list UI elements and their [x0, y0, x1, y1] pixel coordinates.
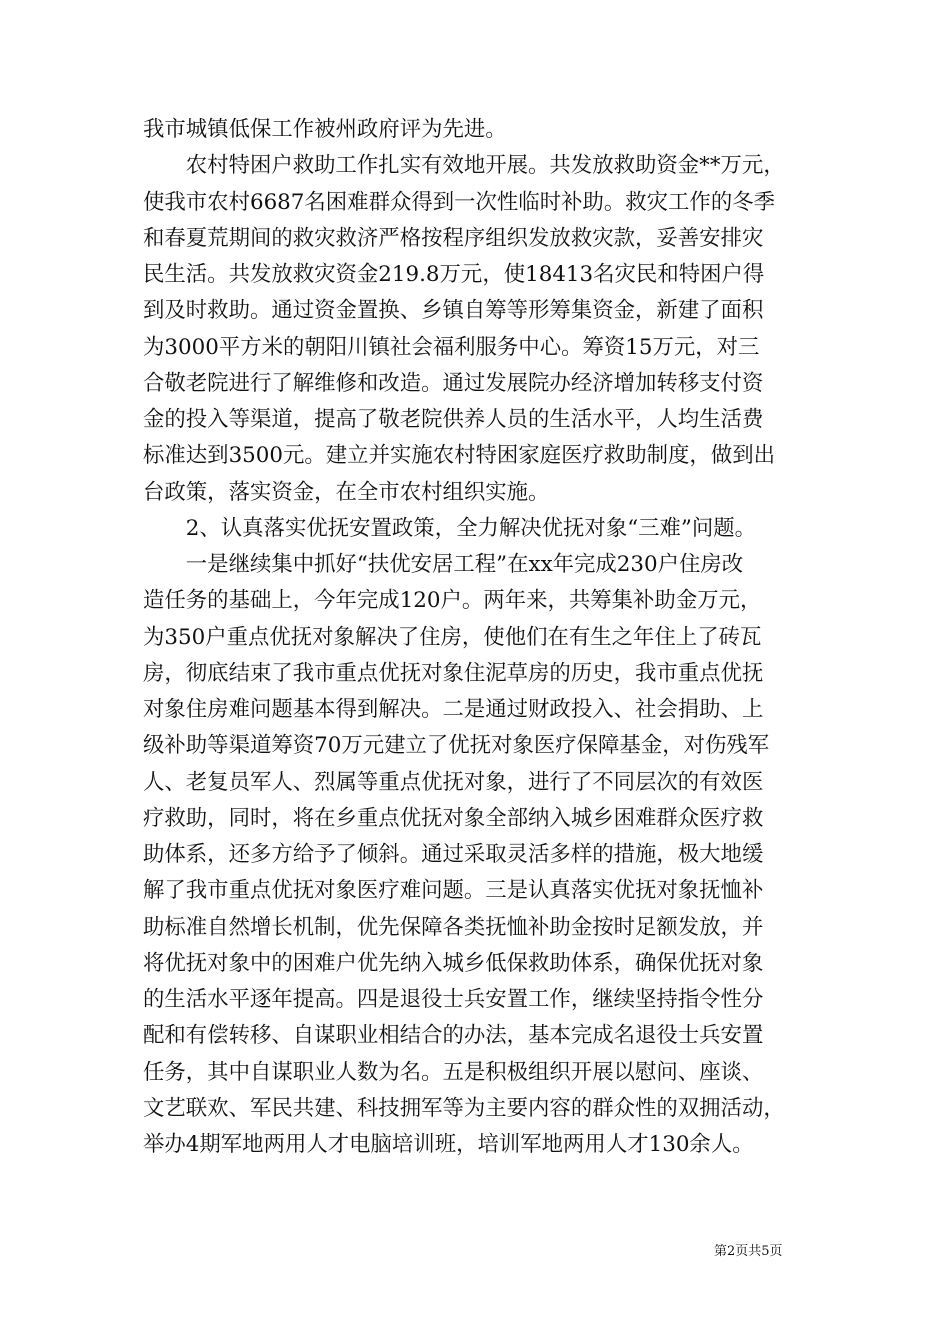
- text-line: 金的投入等渠道，提高了敬老院供养人员的生活水平，人均生活费: [143, 407, 764, 432]
- text-line: 标准达到3500元。建立并实施农村特困家庭医疗救助制度，做到出: [143, 443, 775, 469]
- text-line: 文艺联欢、军民共建、科技拥军等为主要内容的群众性的双拥活动，: [143, 1095, 785, 1121]
- text-line: 一是继续集中抓好“扶优安居工程”在xx年完成230户住房改: [143, 552, 744, 577]
- text-line: 农村特困户救助工作扎实有效地开展。共发放救助资金**万元，: [143, 153, 785, 179]
- text-line: 疗救助，同时，将在乡重点优抚对象全部纳入城乡困难群众医疗救: [143, 805, 764, 831]
- text-line: 级补助等渠道筹资70万元建立了优抚对象医疗保障基金，对伤残军: [143, 733, 770, 759]
- text-line: 人、老复员军人、烈属等重点优抚对象，进行了不同层次的有效医: [143, 769, 764, 795]
- text-line: 和春夏荒期间的救灾救济严格按程序组织发放救灾款，妥善安排灾: [143, 225, 764, 251]
- text-line: 任务，其中自谋职业人数为名。五是积极组织开展以慰问、座谈、: [143, 1059, 764, 1085]
- text-line: 我市城镇低保工作被州政府评为先进。: [143, 117, 507, 142]
- text-line: 台政策，落实资金，在全市农村组织实施。: [143, 479, 550, 505]
- text-line: 使我市农村6687名困难群众得到一次性临时补助。救灾工作的冬季: [143, 189, 775, 215]
- text-line: 房，彻底结束了我市重点优抚对象住泥草房的历史，我市重点优抚: [143, 660, 764, 686]
- text-line: 为3000平方米的朝阳川镇社会福利服务中心。筹资15万元，对三: [143, 334, 760, 360]
- text-line: 造任务的基础上，今年完成120户。两年来，共筹集补助金万元，: [143, 588, 762, 614]
- text-line: 助体系，还多方给予了倾斜。通过采取灵活多样的措施，极大地缓: [143, 842, 764, 867]
- page-number: 第2页共5页: [714, 1244, 783, 1259]
- text-line: 到及时救助。通过资金置换、乡镇自筹等形筹集资金，新建了面积: [143, 298, 764, 324]
- text-line: 举办4期军地两用人才电脑培训班，培训军地两用人才130余人。: [143, 1132, 754, 1157]
- text-line: 民生活。共发放救灾资金219.8万元，使18413名灾民和特困户得: [143, 262, 765, 287]
- text-line: 对象住房难问题基本得到解决。二是通过财政投入、社会捐助、上: [143, 697, 764, 722]
- text-line: 将优抚对象中的困难户优先纳入城乡低保救助体系，确保优抚对象: [143, 950, 764, 976]
- text-line: 配和有偿转移、自谋职业相结合的办法，基本完成名退役士兵安置: [143, 1023, 764, 1049]
- text-line: 2、认真落实优抚安置政策，全力解决优抚对象“三难”问题。: [143, 515, 757, 541]
- text-line: 助标准自然增长机制，优先保障各类抚恤补助金按时足额发放，并: [143, 914, 764, 940]
- text-line: 为350户重点优抚对象解决了住房，使他们在有生之年住上了砖瓦: [143, 624, 762, 650]
- text-line: 合敬老院进行了解维修和改造。通过发展院办经济增加转移支付资: [143, 370, 764, 396]
- text-line: 的生活水平逐年提高。四是退役士兵安置工作，继续坚持指令性分: [143, 987, 764, 1012]
- text-line: 解了我市重点优抚对象医疗难问题。三是认真落实优抚对象抚恤补: [143, 878, 764, 904]
